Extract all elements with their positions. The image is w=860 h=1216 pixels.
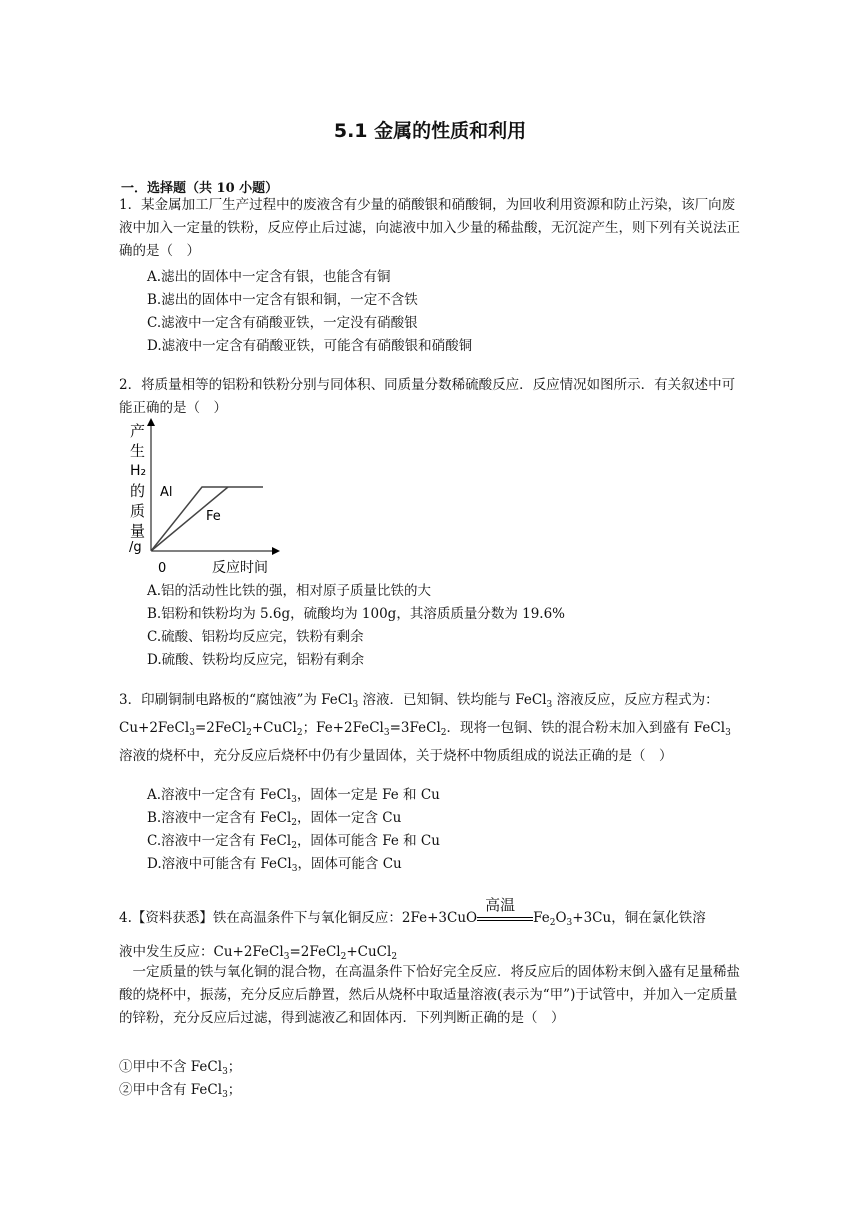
q2-option-d: D.硫酸、铁粉均反应完，铝粉有剩余: [147, 652, 365, 668]
q2-option-b: B.铝粉和铁粉均为 5.6g，硫酸均为 100g，其溶质质量分数为 19.6%: [147, 606, 565, 622]
q2-figure: [128, 418, 288, 576]
q3-stem: 3．印刷铜制电路板的“腐蚀液”为 FeCl$_3$ 溶液．已知铜、铁均能与 FeCl$_3$ 溶液反应，反应方程式为：Cu+2FeCl$_3$=2FeCl$_2$+CuCl$_2$；Fe+2FeCl$_3$=3FeCl$_2$．现将一包铜、铁的混合粉末加入到盛有 FeCl$_3$ 溶液的烧杯中，充分反应后烧杯中仍有少量固体，关于烧杯中物质组成的说法正确的是（ ）: [119, 692, 731, 764]
q3-option-d: D.溶液中可能含有 FeCl$_3$，固体可能含 Cu: [147, 856, 402, 874]
q1-option-c: C.滤液中一定含有硝酸亚铁，一定没有硝酸银: [147, 315, 418, 331]
y-label-char: 量: [130, 522, 146, 540]
q3-option-c: C.溶液中一定含有 FeCl$_2$，固体可能含 Fe 和 Cu: [147, 833, 440, 851]
x-axis-label: 反应时间: [212, 560, 268, 576]
y-label-char: 质: [130, 502, 146, 520]
origin-label: 0: [158, 561, 167, 576]
q3-option-b: B.溶液中一定含有 FeCl$_2$，固体一定含 Cu: [147, 810, 402, 828]
al-label: Al: [160, 485, 173, 500]
y-label-char: 产: [130, 422, 146, 440]
y-label-char: H₂: [130, 463, 147, 479]
page-title: 5.1 金属的性质和利用: [333, 120, 527, 142]
section-heading: 一．选择题（共 10 小题）: [121, 181, 279, 196]
q4-condition-label: 高温: [485, 895, 516, 914]
q4-tail: $Fe_2O_3+3Cu$，铜在氯化铁溶: [533, 910, 706, 928]
q1-stem: 1．某金属加工厂生产过程中的废液含有少量的硝酸银和硝酸铜，为回收利用资源和防止污染，该厂向废液中加入一定量的铁粉，反应停止后过滤，向滤液中加入少量的稀盐酸，无沉淀产生，则下列有关说法正确的是（ ）: [119, 197, 740, 259]
y-label-char: 生: [130, 442, 146, 460]
fe-label: Fe: [206, 509, 221, 524]
q4-line2: 液中发生反应：Cu+2FeCl$_3$=2FeCl$_2$+CuCl$_2$: [119, 944, 398, 962]
q4-line1: [119, 895, 706, 928]
q1-option-b: B.滤出的固体中一定含有银和铜，一定不含铁: [147, 292, 418, 308]
q2-option-c: C.硫酸、铝粉均反应完，铁粉有剩余: [147, 629, 364, 645]
q4-lead: 4.【资料获悉】铁在高温条件下与氧化铜反应：2Fe+3CuO: [119, 910, 478, 926]
q4-paragraph: 一定质量的铁与氧化铜的混合物，在高温条件下恰好完全反应．将反应后的固体粉末倒入盛有足量稀盐酸的烧杯中，振荡，充分反应后静置，然后从烧杯中取适量溶液(表示为“甲”)于试管中，并加入一定质量的锌粉，充分反应后过滤，得到滤液乙和固体丙．下列判断正确的是（ ）: [119, 964, 740, 1026]
y-axis-arrow: [147, 418, 155, 426]
q2-option-a: A.铝的活动性比铁的强，相对原子质量比铁的大: [147, 583, 432, 599]
q1-option-a: A.滤出的固体中一定含有银，也能含有铜: [147, 269, 391, 285]
equal-sign-line: [477, 920, 533, 921]
q2-stem: 2．将质量相等的铝粉和铁粉分别与同体积、同质量分数稀硫酸反应．反应情况如图所示．有关叙述中可能正确的是（ ）: [119, 377, 736, 416]
q4-condition-arrow: [477, 895, 533, 926]
x-axis-arrow: [272, 547, 280, 555]
y-label-char: /g: [129, 540, 142, 555]
y-label-char: 的: [130, 482, 146, 500]
q4-statement-2: ②甲中含有 FeCl$_3$；: [119, 1082, 242, 1100]
equal-sign-line: [477, 917, 533, 918]
q1-option-d: D.滤液中一定含有硝酸亚铁，可能含有硝酸银和硝酸铜: [147, 338, 473, 354]
q3-option-a: A.溶液中一定含有 FeCl$_3$，固体一定是 Fe 和 Cu: [147, 787, 440, 805]
q4-statement-1: ①甲中不含 FeCl$_3$；: [119, 1059, 242, 1077]
